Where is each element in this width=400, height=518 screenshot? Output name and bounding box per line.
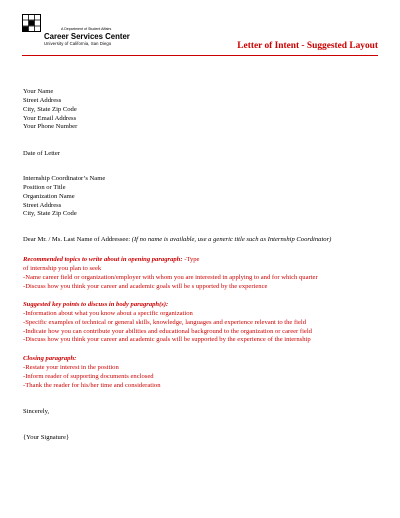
opening-line: -Discuss how you think your career and academic goals will be s upported by the experience <box>23 282 268 290</box>
salutation-text: Dear Mr. / Ms. Last Name of Addressee: <box>23 236 131 243</box>
closing-paragraph-guide <box>23 355 161 390</box>
body-heading: Suggested key points to discuss in body paragraph(s): <box>23 301 169 308</box>
recipient-line: Street Address <box>23 201 62 209</box>
closing-line: -Inform reader of supporting documents enclosed <box>23 372 154 380</box>
recipient-line: Organization Name <box>23 192 75 200</box>
closing-line: -Thank the reader for his/her time and consideration <box>23 381 161 389</box>
signature-placeholder: {Your Signature} <box>23 434 70 441</box>
logo-university: University of California, San Diego <box>44 41 112 46</box>
career-center-logo <box>22 14 172 46</box>
sender-line: City, State Zip Code <box>23 105 77 113</box>
sender-address <box>23 88 77 132</box>
sign-off: Sincerely, <box>23 408 50 415</box>
recipient-line: Internship Coordinator’s Name <box>23 175 106 182</box>
letter-date: Date of Letter <box>23 150 60 157</box>
recipient-line: Position or Title <box>23 183 66 191</box>
opening-heading: Recommended topics to write about in opening paragraph: <box>23 256 183 263</box>
logo-grid-icon <box>22 14 41 32</box>
body-line: -Indicate how you can contribute your abilities and educational background to the organization or career field <box>23 327 312 335</box>
salutation-note: (If no name is available, use a generic title such as Internship Coordinator) <box>131 236 332 243</box>
page-title: Letter of Intent - Suggested Layout <box>237 41 378 51</box>
sender-line: Street Address <box>23 96 62 104</box>
recipient-line: City, State Zip Code <box>23 210 77 218</box>
body-line: -Discuss how you think your career and academic goals will be supported by the experience of the internship <box>23 336 311 344</box>
opening-heading-tail: -Type <box>182 256 200 263</box>
opening-line: -Name career field or organization/employer with whom you are interested in applying to and for which quarter <box>23 273 318 281</box>
sender-line: Your Name <box>23 88 54 95</box>
header-rule <box>22 55 378 56</box>
recipient-address <box>23 175 105 219</box>
body-line: -Specific examples of technical or general skills, knowledge, languages and experience relevant to the field <box>23 318 307 326</box>
opening-paragraph-guide <box>23 256 318 291</box>
opening-line: of internship you plan to seek <box>23 264 102 272</box>
body-line: -Information about what you know about a specific organization <box>23 309 193 317</box>
logo-department: A Department of Student Affairs <box>61 27 112 31</box>
closing-heading: Closing paragraph: <box>23 355 77 362</box>
logo-name: Career Services Center <box>44 32 130 41</box>
body-paragraph-guide <box>23 301 312 345</box>
salutation <box>23 236 331 245</box>
closing-line: -Restate your interest in the position <box>23 363 119 371</box>
sender-line: Your Email Address <box>23 114 77 122</box>
sender-line: Your Phone Number <box>23 123 78 131</box>
